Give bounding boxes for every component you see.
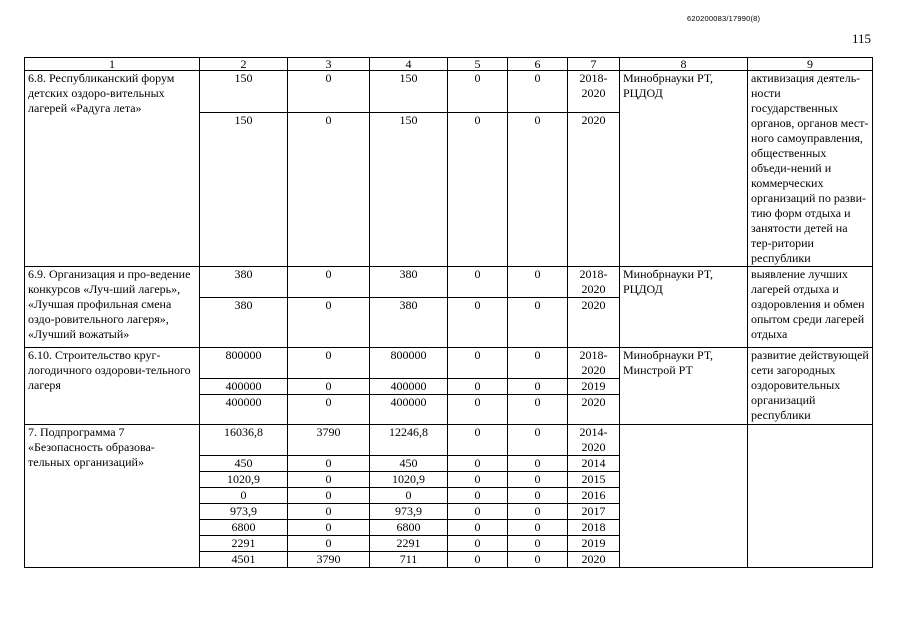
value-cell: 0 (508, 348, 568, 379)
value-cell: 0 (448, 425, 508, 456)
year-cell: 2020 (568, 113, 620, 267)
table-row (25, 71, 873, 113)
value-cell: 0 (288, 472, 370, 488)
value-cell: 0 (288, 395, 370, 425)
value-cell: 0 (448, 348, 508, 379)
value-cell: 0 (508, 520, 568, 536)
value-cell: 0 (508, 71, 568, 113)
value-cell: 0 (508, 536, 568, 552)
value-cell: 400000 (370, 395, 448, 425)
value-cell: 0 (448, 395, 508, 425)
value-cell: 0 (448, 113, 508, 267)
executor-cell: Минобрнауки РТ, РЦДОД (620, 267, 748, 348)
value-cell: 0 (288, 520, 370, 536)
measure-name-cell: 6.8. Республиканский форум детских оздоро-вительных лагерей «Радуга лета» (25, 71, 200, 267)
value-cell: 0 (508, 488, 568, 504)
value-cell: 0 (288, 379, 370, 395)
value-cell: 0 (508, 425, 568, 456)
value-cell: 0 (508, 504, 568, 520)
result-cell: выявление лучших лагерей отдыха и оздоровления и обмен опытом среди лагерей отдыха (748, 267, 873, 348)
result-cell: активизация деятель-ности государственных органов, органов мест-ного самоуправления, общественных объеди-нений и коммерческих организаций по разви-тию форм отдыха и занятости детей на тер-ритории республики (748, 71, 873, 267)
value-cell: 2291 (370, 536, 448, 552)
value-cell: 711 (370, 552, 448, 568)
measure-name-cell: 6.9. Организация и про-ведение конкурсов «Луч-ший лагерь», «Лучшая профильная смена оздо-ровительного лагеря», «Лучший вожатый» (25, 267, 200, 348)
year-cell: 2018 (568, 520, 620, 536)
value-cell: 400000 (370, 379, 448, 395)
column-header: 9 (748, 58, 873, 71)
value-cell: 0 (288, 267, 370, 298)
year-cell: 2020 (568, 298, 620, 348)
year-cell: 2019 (568, 536, 620, 552)
value-cell: 0 (448, 520, 508, 536)
total-cell: 400000 (200, 395, 288, 425)
value-cell: 1020,9 (370, 472, 448, 488)
value-cell: 0 (448, 472, 508, 488)
measure-name-cell: 7. Подпрограмма 7 «Безопасность образова-тельных организаций» (25, 425, 200, 568)
value-cell: 150 (370, 113, 448, 267)
value-cell: 0 (448, 71, 508, 113)
total-cell: 2291 (200, 536, 288, 552)
value-cell: 0 (508, 472, 568, 488)
program-table (24, 57, 873, 568)
value-cell: 3790 (288, 425, 370, 456)
result-cell: развитие действующей сети загородных оздоровительных организаций республики (748, 348, 873, 425)
value-cell: 0 (508, 379, 568, 395)
value-cell: 0 (448, 488, 508, 504)
year-cell: 2020 (568, 395, 620, 425)
column-header: 5 (448, 58, 508, 71)
value-cell: 800000 (370, 348, 448, 379)
year-cell: 2020 (568, 552, 620, 568)
total-cell: 400000 (200, 379, 288, 395)
value-cell: 0 (448, 267, 508, 298)
value-cell: 0 (448, 298, 508, 348)
column-header: 1 (25, 58, 200, 71)
total-cell: 150 (200, 113, 288, 267)
year-cell: 2017 (568, 504, 620, 520)
year-cell: 2019 (568, 379, 620, 395)
value-cell: 450 (370, 456, 448, 472)
year-cell: 2018-2020 (568, 348, 620, 379)
total-cell: 450 (200, 456, 288, 472)
document-id: 620200083/17990(8) (687, 14, 761, 23)
value-cell: 0 (288, 298, 370, 348)
column-header: 6 (508, 58, 568, 71)
value-cell: 0 (448, 536, 508, 552)
value-cell: 0 (288, 456, 370, 472)
table-row (25, 267, 873, 298)
table-row (25, 425, 873, 456)
executor-cell: Минобрнауки РТ, Минстрой РТ (620, 348, 748, 425)
year-cell: 2016 (568, 488, 620, 504)
value-cell: 0 (508, 298, 568, 348)
year-cell: 2018-2020 (568, 267, 620, 298)
total-cell: 6800 (200, 520, 288, 536)
value-cell: 0 (288, 504, 370, 520)
table-row (25, 348, 873, 379)
column-header: 3 (288, 58, 370, 71)
total-cell: 0 (200, 488, 288, 504)
value-cell: 380 (370, 267, 448, 298)
column-header: 4 (370, 58, 448, 71)
value-cell: 0 (370, 488, 448, 504)
year-cell: 2014 (568, 456, 620, 472)
value-cell: 0 (288, 536, 370, 552)
total-cell: 800000 (200, 348, 288, 379)
total-cell: 973,9 (200, 504, 288, 520)
value-cell: 0 (448, 504, 508, 520)
value-cell: 3790 (288, 552, 370, 568)
value-cell: 0 (448, 379, 508, 395)
total-cell: 4501 (200, 552, 288, 568)
measure-name-cell: 6.10. Строительство круг-логодичного оздорови-тельного лагеря (25, 348, 200, 425)
value-cell: 6800 (370, 520, 448, 536)
value-cell: 0 (448, 456, 508, 472)
value-cell: 12246,8 (370, 425, 448, 456)
value-cell: 973,9 (370, 504, 448, 520)
column-header: 8 (620, 58, 748, 71)
year-cell: 2014-2020 (568, 425, 620, 456)
value-cell: 0 (288, 488, 370, 504)
year-cell: 2018-2020 (568, 71, 620, 113)
executor-cell: Минобрнауки РТ, РЦДОД (620, 71, 748, 267)
value-cell: 0 (288, 348, 370, 379)
value-cell: 0 (508, 395, 568, 425)
column-header: 2 (200, 58, 288, 71)
total-cell: 150 (200, 71, 288, 113)
value-cell: 0 (448, 552, 508, 568)
value-cell: 0 (508, 456, 568, 472)
page-number: 115 (852, 31, 872, 46)
year-cell: 2015 (568, 472, 620, 488)
total-cell: 380 (200, 267, 288, 298)
value-cell: 0 (508, 113, 568, 267)
column-number-row (25, 58, 873, 71)
value-cell: 0 (288, 71, 370, 113)
result-cell (748, 425, 873, 568)
value-cell: 0 (288, 113, 370, 267)
value-cell: 380 (370, 298, 448, 348)
column-header: 7 (568, 58, 620, 71)
value-cell: 0 (508, 552, 568, 568)
total-cell: 1020,9 (200, 472, 288, 488)
value-cell: 0 (508, 267, 568, 298)
total-cell: 380 (200, 298, 288, 348)
total-cell: 16036,8 (200, 425, 288, 456)
value-cell: 150 (370, 71, 448, 113)
executor-cell (620, 425, 748, 568)
